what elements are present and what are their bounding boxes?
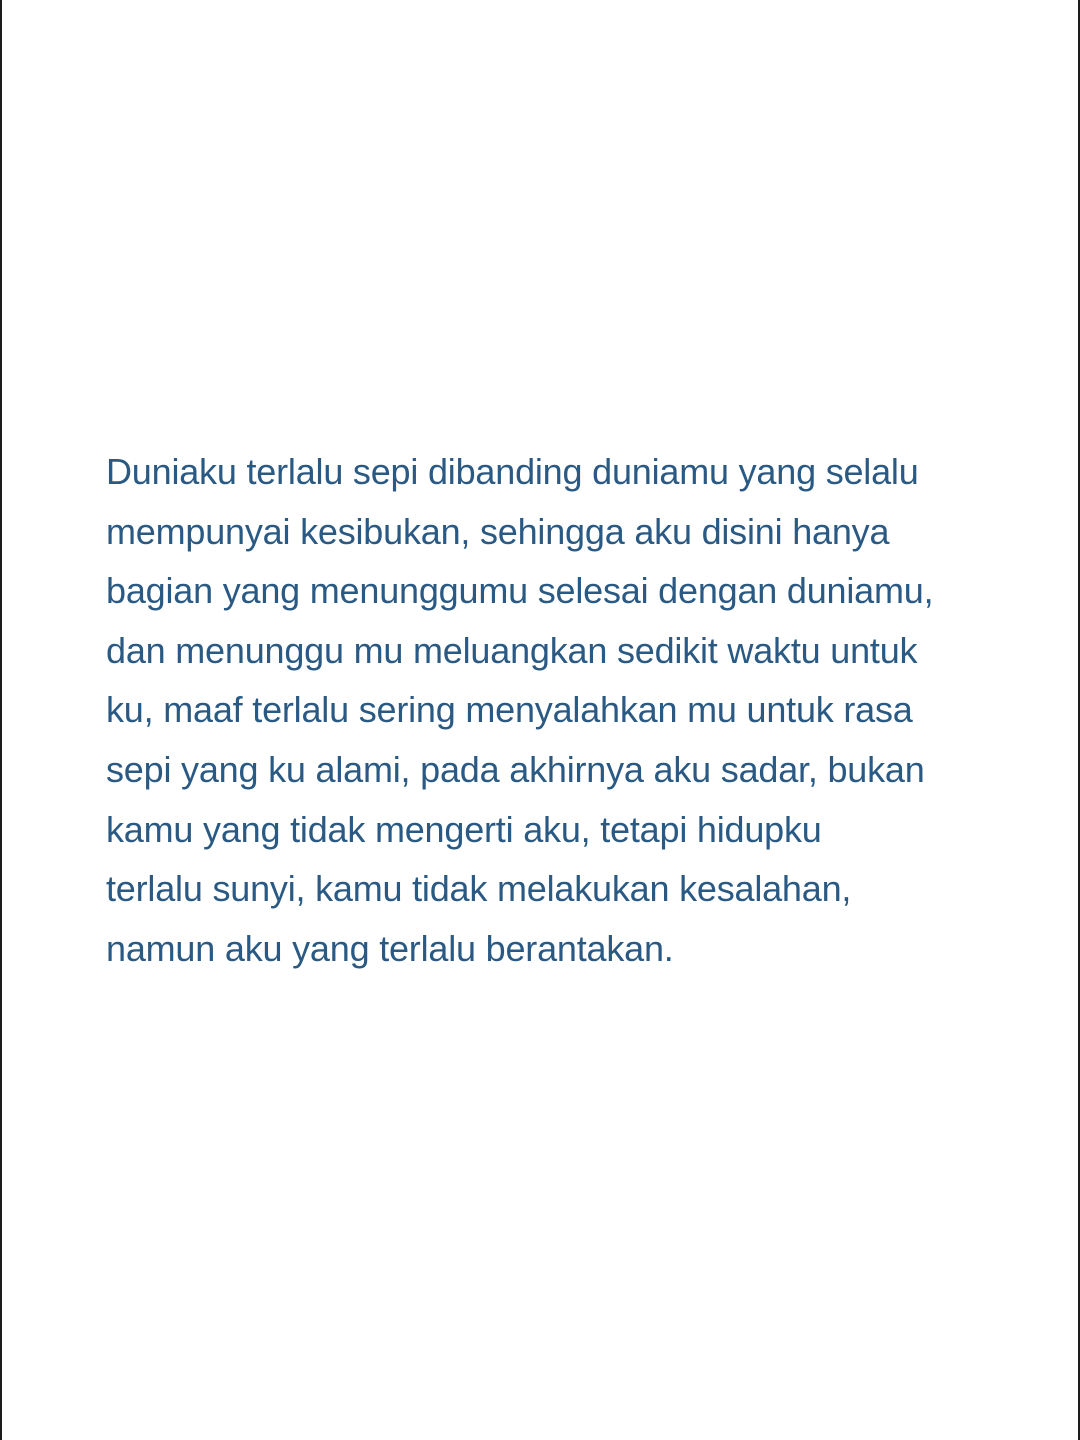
quote-line: ku, maaf terlalu sering menyalahkan mu untuk rasa bbox=[106, 689, 913, 731]
quote-line: terlalu sunyi, kamu tidak melakukan kesalahan, bbox=[106, 868, 852, 910]
quote-line: Duniaku terlalu sepi dibanding duniamu yang selalu bbox=[106, 451, 919, 492]
quote-line: kamu yang tidak mengerti aku, tetapi hidupku bbox=[106, 808, 822, 850]
quote-text bbox=[106, 442, 1006, 978]
quote-line: namun aku yang terlalu berantakan. bbox=[106, 927, 674, 969]
quote-line: dan menunggu mu meluangkan sedikit waktu untuk bbox=[106, 629, 918, 671]
quote-line: sepi yang ku alami, pada akhirnya aku sadar, bukan bbox=[106, 748, 925, 790]
quote-line: bagian yang menunggumu selesai dengan duniamu, bbox=[106, 570, 934, 612]
quote-line: mempunyai kesibukan, sehingga aku disini hanya bbox=[106, 510, 890, 552]
